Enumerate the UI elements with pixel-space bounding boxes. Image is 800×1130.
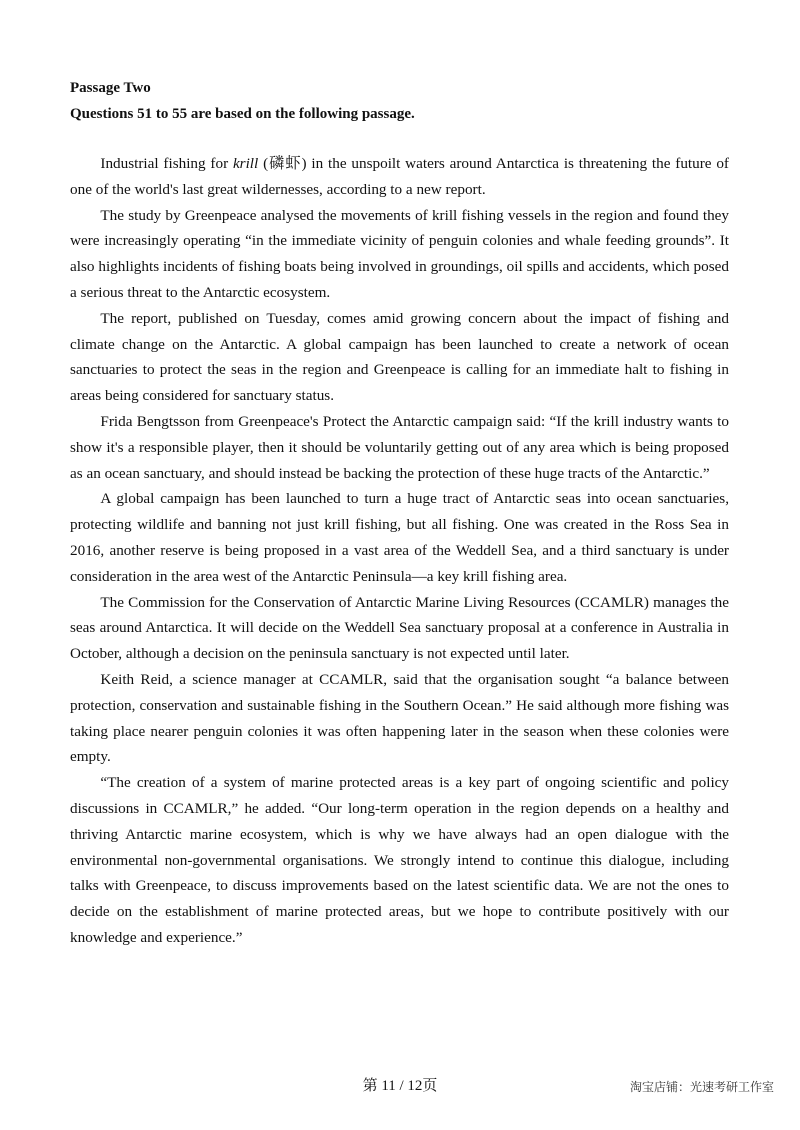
paragraph-3: The report, published on Tuesday, comes amid growing concern about the impact of fishing and climate change on the Antarctic. A global campaign has been launched to create a network of ocean sanctuaries to protect the seas in the region and Greenpeace is calling for an immediate halt to fishing in areas being considered for sanctuary status.: [70, 309, 729, 405]
krill-term: krill: [232, 155, 259, 172]
page-number: 第 11 / 12页: [362, 1078, 438, 1094]
paragraph-1-before: Industrial fishing for: [100, 155, 233, 172]
paragraph-8: “The creation of a system of marine protected areas is a key part of ongoing scientific and policy discussions in CCAMLR,” he added. “Our long-term operation in the region depends on a healthy and thriving Antarctic marine ecosystem, which is why we have always had an open dialogue with the environmental non-governmental organisations. We strongly intend to continue this dialogue, including talks with Greenpeace, to discuss improvements based on the latest scientific data. We are not the ones to decide on the establishment of marine protected areas, but we hope to contribute positively with our knowledge and experience.”: [70, 774, 729, 946]
paragraph-7: Keith Reid, a science manager at CCAMLR, said that the organisation sought “a balance between protection, conservation and sustainable fishing in the Southern Ocean.” He said although more fishing was taking place nearer penguin colonies it was often happening later in the season when these colonies were empty.: [70, 670, 729, 766]
paragraph-1: [70, 151, 729, 203]
passage-title: Passage Two: [70, 80, 151, 96]
paragraph-6: The Commission for the Conservation of Antarctic Marine Living Resources (CCAMLR) manages the seas around Antarctica. It will decide on the Weddell Sea sanctuary proposal at a conference in Australia in October, although a decision on the peninsula sanctuary is not expected until later.: [70, 593, 729, 663]
passage-instructions: Questions 51 to 55 are based on the following passage.: [70, 106, 415, 122]
shop-watermark: 淘宝店铺：光速考研工作室: [629, 1080, 774, 1094]
paragraph-1-after: (磷虾) in the unspoilt waters around Antarctica is threatening the future of one of the world's last great wildernesses, according to a new report.: [70, 155, 729, 198]
paragraph-4: Frida Bengtsson from Greenpeace's Protect the Antarctic campaign said: “If the krill industry wants to show it's a responsible player, then it should be voluntarily getting out of any area which is being proposed as an ocean sanctuary, and should instead be backing the protection of these huge tracts of the Antarctic.”: [70, 412, 729, 482]
passage-body: [70, 151, 729, 951]
paragraph-5: A global campaign has been launched to turn a huge tract of Antarctic seas into ocean sanctuaries, protecting wildlife and banning not just krill fishing, but all fishing. One was created in the Ross Sea in 2016, another reserve is being proposed in a vast area of the Weddell Sea, and a third sanctuary is under consideration in the area west of the Antarctic Peninsula—a key krill fishing area.: [70, 490, 729, 585]
paragraph-2: The study by Greenpeace analysed the movements of krill fishing vessels in the region and found they were increasingly operating “in the immediate vicinity of penguin colonies and whale feeding grounds”. It also highlights incidents of fishing boats being involved in groundings, oil spills and accidents, which posed a serious threat to the Antarctic ecosystem.: [70, 206, 729, 301]
document-page: [70, 75, 729, 951]
